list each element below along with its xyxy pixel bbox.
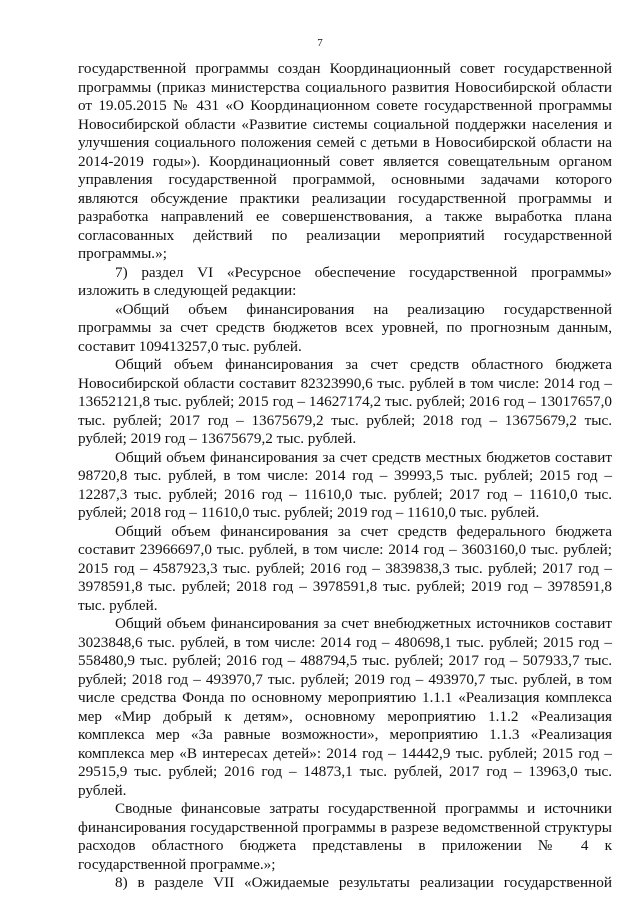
paragraph-coordination-council: государственной программы создан Координационный совет государственной программы (приказ министерства социального развития Новосибирской области от 19.05.2015 № 431 «О Координационном совете государственной программы Новосибирской области «Развитие системы социальной поддержки населения и улучшения социального положения семей с детьми в Новосибирской области на 2014-2019 годы»). Координационный совет является совещательным органом управления государственной программой, основными задачами которого являются обсуждение практики реализации государственной программы и разработка направлений ее совершенствования, а также выработка плана согласованных действий по реализации мероприятий государственной программы.»; [78,60,612,262]
document-body [78,60,612,893]
paragraph-regional-budget: Общий объем финансирования за счет средств областного бюджета Новосибирской области составит 82323990,6 тыс. рублей в том числе: 2014 год – 13652121,8 тыс. рублей; 2015 год – 14627174,2 тыс. рублей; 2016 год – 13017657,0 тыс. рублей; 2017 год – 13675679,2 тыс. рублей; 2018 год – 13675679,2 тыс. рублей; 2019 год – 13675679,2 тыс. рублей. [78,356,612,447]
paragraph-total-financing: «Общий объем финансирования на реализацию государственной программы за счет средств бюджетов всех уровней, по прогнозным данным, составит 109413257,0 тыс. рублей. [78,300,612,355]
page-number: 7 [317,37,323,49]
paragraph-summary-costs: Сводные финансовые затраты государственной программы и источники финансирования государственной программы в разрезе ведомственной структуры расходов областного бюджета представлены в приложении № 4 к государственной программе.»; [78,800,612,873]
paragraph-local-budgets: Общий объем финансирования за счет средств местных бюджетов составит 98720,8 тыс. рублей, в том числе: 2014 год – 39993,5 тыс. рублей; 2015 год – 12287,3 тыс. рублей; 2016 год – 11610,0 тыс. рублей; 2017 год – 11610,0 тыс. рублей; 2018 год – 11610,0 тыс. рублей; 2019 год – 11610,0 тыс. рублей. [78,448,612,521]
paragraph-extrabudgetary-sources: Общий объем финансирования за счет внебюджетных источников составит 3023848,6 тыс. рублей, в том числе: 2014 год – 480698,1 тыс. рублей; 2015 год – 558480,9 тыс. рублей; 2016 год – 488794,5 тыс. рублей; 2017 год – 507933,7 тыс. рублей; 2018 год – 493970,7 тыс. рублей; 2019 год – 493970,7 тыс. рублей, в том числе средства Фонда по основному мероприятию 1.1.1 «Реализация комплекса мер «Мир добрый к детям», основному мероприятию 1.1.2 «Реализация комплекса мер «За равные возможности», мероприятию 1.1.3 «Реализация комплекса мер «В интересах детей»: 2014 год – 14442,9 тыс. рублей; 2015 год – 29515,9 тыс. рублей; 2016 год – 14873,1 тыс. рублей, 2017 год – 13963,0 тыс. рублей. [78,615,612,799]
paragraph-federal-budget: Общий объем финансирования за счет средств федерального бюджета составит 23966697,0 тыс. рублей, в том числе: 2014 год – 3603160,0 тыс. рублей; 2015 год – 4587923,3 тыс. рублей; 2016 год – 3839838,3 тыс. рублей; 2017 год – 3978591,8 тыс. рублей; 2018 год – 3978591,8 тыс. рублей; 2019 год – 3978591,8 тыс. рублей. [78,522,612,614]
paragraph-section-vi-heading: 7) раздел VI «Ресурсное обеспечение государственной программы» изложить в следующей редакции: [78,263,612,299]
paragraph-section-vii-heading: 8) в разделе VII «Ожидаемые результаты реализации государственной [115,874,612,891]
